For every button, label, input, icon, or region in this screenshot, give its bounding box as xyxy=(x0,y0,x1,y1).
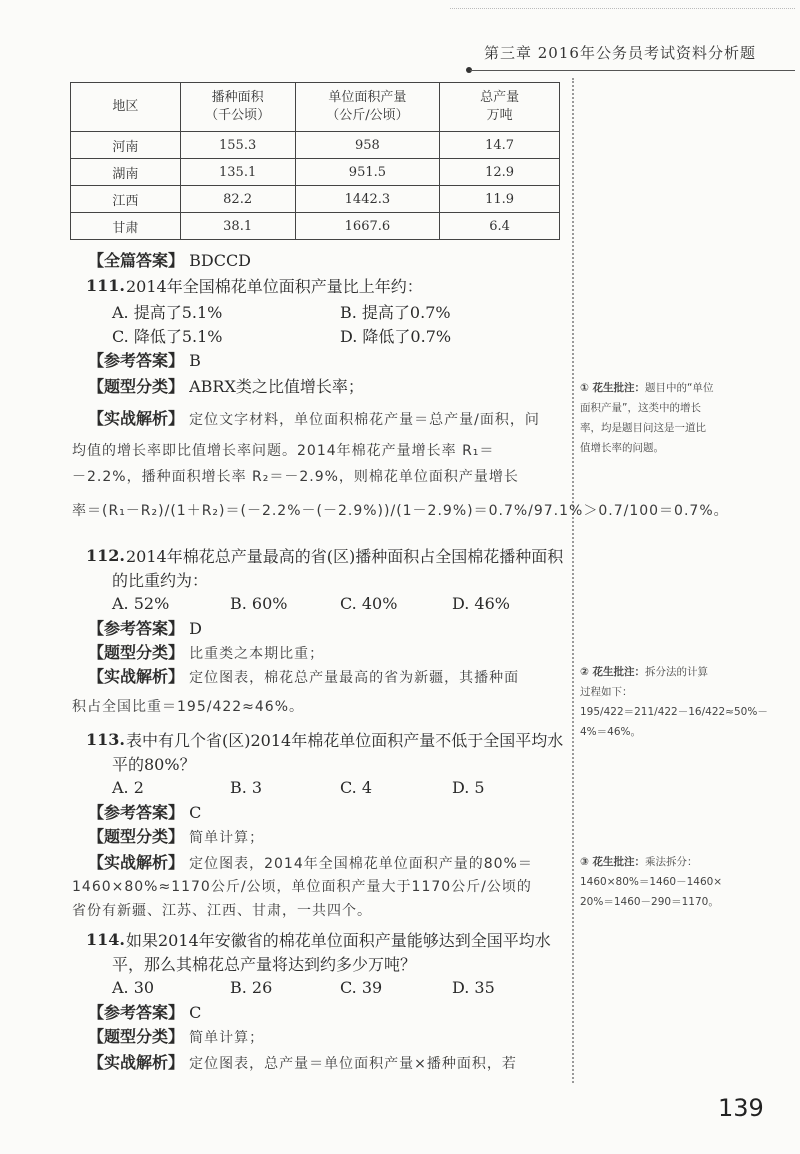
question-number: 113. xyxy=(86,730,125,749)
analysis-text: 均值的增长率即比值增长率问题。2014年棉花产量增长率 R₁＝ xyxy=(72,443,495,459)
answer-label: 【参考答案】 xyxy=(88,1003,185,1022)
column-header: 地区 xyxy=(71,83,181,132)
side-note xyxy=(580,378,785,458)
type-label: 【题型分类】 xyxy=(88,827,185,846)
table-row xyxy=(71,132,560,159)
question-stem: 表中有几个省(区)2014年棉花单位面积产量不低于全国平均水 xyxy=(126,731,564,750)
analysis-label: 【实战解析】 xyxy=(88,409,185,428)
question-stem-cont: 的比重约为： xyxy=(112,571,209,590)
type-label: 【题型分类】 xyxy=(88,643,185,662)
side-note-text: 率，均是题目问这是一道比 xyxy=(580,422,706,434)
side-note-text: 题目中的“单位 xyxy=(645,382,714,394)
analysis-line xyxy=(88,852,533,875)
analysis-text: 积占全国比重＝195/422≈46%。 xyxy=(72,699,305,715)
side-note-text: 20%＝1460－290＝1170。 xyxy=(580,896,719,908)
table-row xyxy=(71,186,560,213)
option-a: A. 52% xyxy=(112,594,170,613)
table-cell: 1442.3 xyxy=(295,186,440,213)
analysis-text: 率＝(R₁－R₂)/(1＋R₂)＝(－2.2%－(－2.9%))/(1－2.9%)＝0.7%/97.1%＞0.7/100＝0.7%。 xyxy=(72,503,729,519)
table-cell: 958 xyxy=(295,132,440,159)
answer-line xyxy=(88,350,201,372)
option-b: B. 3 xyxy=(230,778,263,797)
answer-line xyxy=(88,618,202,640)
table-cell: 河南 xyxy=(71,132,181,159)
table-cell: 135.1 xyxy=(180,159,295,186)
analysis-text: 定位图表，总产量＝单位面积产量×播种面积，若 xyxy=(189,1056,517,1072)
side-note-text: 面积产量”，这类中的增长 xyxy=(580,402,701,414)
cotton-data-table xyxy=(70,82,560,240)
running-header: 第三章 2016年公务员考试资料分析题 xyxy=(484,44,756,62)
option-a: A. 30 xyxy=(112,978,155,997)
analysis-label: 【实战解析】 xyxy=(88,1053,185,1072)
table-cell: 14.7 xyxy=(440,132,560,159)
option-c: C. 降低了5.1% xyxy=(112,327,223,346)
option-b: B. 26 xyxy=(230,978,273,997)
question-number: 111. xyxy=(86,276,125,295)
type-line xyxy=(88,1026,264,1049)
option-b: B. 提高了0.7% xyxy=(340,303,451,322)
table-cell: 11.9 xyxy=(440,186,560,213)
header-rule xyxy=(470,70,795,71)
question-stem: 2014年全国棉花单位面积产量比上年约： xyxy=(126,277,423,296)
option-c: C. 39 xyxy=(340,978,383,997)
option-d: D. 降低了0.7% xyxy=(340,327,452,346)
type-value: ABRX类之比值增长率； xyxy=(189,377,364,396)
question-number: 114. xyxy=(86,930,125,949)
side-note-text: 乘法拆分： xyxy=(645,856,698,868)
analysis-line xyxy=(88,408,540,431)
side-note-label: ② 花生批注： xyxy=(580,666,646,678)
margin-divider xyxy=(572,78,574,1083)
answer-line xyxy=(88,1002,201,1024)
type-line xyxy=(88,826,264,849)
prev-answer-label: 【全篇答案】 xyxy=(88,251,185,270)
analysis-text: 省份有新疆、江苏、江西、甘肃，一共四个。 xyxy=(72,903,372,919)
answer-line xyxy=(88,802,201,824)
option-d: D. 46% xyxy=(452,594,510,613)
type-label: 【题型分类】 xyxy=(88,377,185,396)
table-header-row xyxy=(71,83,560,132)
question-stem: 如果2014年安徽省的棉花单位面积产量能够达到全国平均水 xyxy=(126,931,551,950)
analysis-text: 定位文字材料，单位面积棉花产量＝总产量/面积，问 xyxy=(189,412,540,428)
answer-value: C xyxy=(189,1003,202,1022)
type-value: 比重类之本期比重； xyxy=(189,646,325,662)
option-a: A. 提高了5.1% xyxy=(112,303,223,322)
type-label: 【题型分类】 xyxy=(88,1027,185,1046)
side-note-label: ③ 花生批注： xyxy=(580,856,646,868)
prev-answer-line xyxy=(88,250,251,272)
analysis-text: －2.2%，播种面积增长率 R₂＝－2.9%，则棉花单位面积产量增长 xyxy=(72,469,519,485)
option-c: C. 4 xyxy=(340,778,373,797)
side-note-text: 拆分法的计算 xyxy=(645,666,709,678)
scan-noise-line xyxy=(450,8,795,10)
table-cell: 12.9 xyxy=(440,159,560,186)
option-b: B. 60% xyxy=(230,594,288,613)
type-line xyxy=(88,642,324,665)
side-note xyxy=(580,662,785,742)
column-header: 播种面积 （千公顷） xyxy=(180,83,295,132)
side-note-text: 过程如下： xyxy=(580,686,633,698)
option-c: C. 40% xyxy=(340,594,398,613)
side-note-label: ① 花生批注： xyxy=(580,382,646,394)
answer-value: B xyxy=(189,351,201,370)
question-stem-cont: 平，那么其棉花总产量将达到约多少万吨？ xyxy=(112,955,417,974)
side-note-text: 195/422＝211/422－16/422≈50%－ xyxy=(580,706,768,718)
table-cell: 155.3 xyxy=(180,132,295,159)
analysis-label: 【实战解析】 xyxy=(88,667,185,686)
option-a: A. 2 xyxy=(112,778,144,797)
side-note-text: 1460×80%＝1460－1460× xyxy=(580,876,723,888)
option-d: D. 5 xyxy=(452,778,485,797)
table-cell: 82.2 xyxy=(180,186,295,213)
side-note-text: 4%＝46%。 xyxy=(580,726,641,738)
analysis-line xyxy=(88,666,519,689)
column-header: 总产量 万吨 xyxy=(440,83,560,132)
table-row xyxy=(71,159,560,186)
table-cell: 6.4 xyxy=(440,213,560,240)
table-cell: 1667.6 xyxy=(295,213,440,240)
table-cell: 951.5 xyxy=(295,159,440,186)
answer-label: 【参考答案】 xyxy=(88,619,185,638)
answer-value: D xyxy=(189,619,202,638)
analysis-label: 【实战解析】 xyxy=(88,853,185,872)
analysis-text: 定位图表，棉花总产量最高的省为新疆，其播种面 xyxy=(189,670,520,686)
analysis-text: 1460×80%≈1170公斤/公顷，单位面积产量大于1170公斤/公顷的 xyxy=(72,879,532,895)
type-value: 简单计算； xyxy=(189,1030,265,1046)
side-note-text: 值增长率的问题。 xyxy=(580,442,664,454)
question-number: 112. xyxy=(86,546,125,565)
prev-answer-value: BDCCD xyxy=(189,251,252,270)
answer-label: 【参考答案】 xyxy=(88,351,185,370)
analysis-line xyxy=(88,1052,517,1075)
question-stem-cont: 平的80%？ xyxy=(112,755,196,774)
side-note xyxy=(580,852,785,912)
type-line xyxy=(88,376,364,398)
table-cell: 江西 xyxy=(71,186,181,213)
question-stem: 2014年棉花总产量最高的省(区)播种面积占全国棉花播种面积 xyxy=(126,547,564,566)
table-row xyxy=(71,213,560,240)
column-header: 单位面积产量 （公斤/公顷） xyxy=(295,83,440,132)
page-number: 139 xyxy=(718,1094,764,1122)
answer-value: C xyxy=(189,803,202,822)
table-cell: 湖南 xyxy=(71,159,181,186)
option-d: D. 35 xyxy=(452,978,495,997)
answer-label: 【参考答案】 xyxy=(88,803,185,822)
type-value: 简单计算； xyxy=(189,830,265,846)
table-cell: 甘肃 xyxy=(71,213,181,240)
table-cell: 38.1 xyxy=(180,213,295,240)
analysis-text: 定位图表，2014年全国棉花单位面积产量的80%＝ xyxy=(189,856,533,872)
